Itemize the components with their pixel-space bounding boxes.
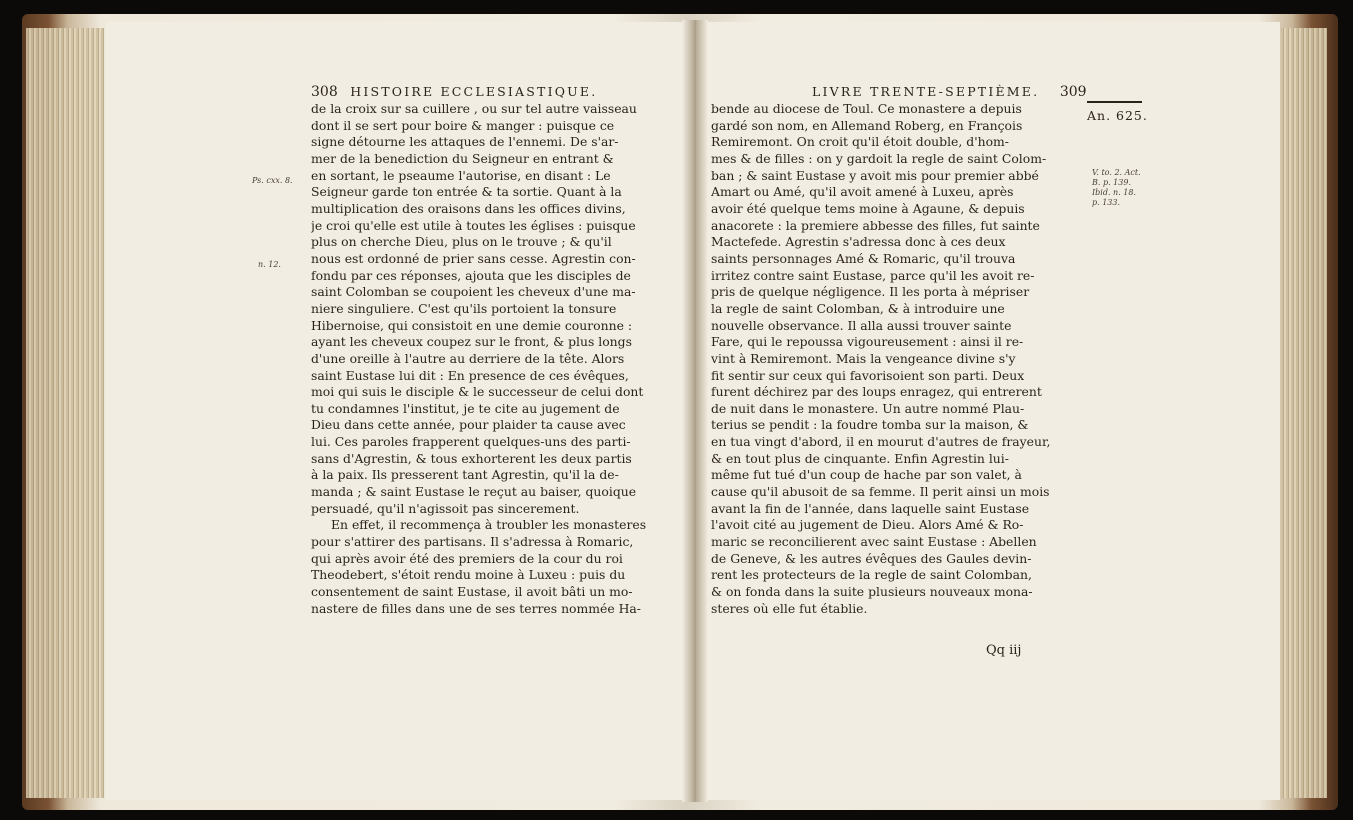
text-line: Mactefede. Agrestin s'adressa donc à ces deux <box>711 234 1006 250</box>
text-line: Fare, qui le repoussa vigoureusement : ainsi il re- <box>711 334 1024 350</box>
text-line: ban ; & saint Eustase y avoit mis pour premier abbé <box>711 167 1039 183</box>
right-page-edges <box>1281 28 1327 798</box>
text-line: multiplication des oraisons dans les offices divins, <box>311 200 626 216</box>
text-line: nastere de filles dans une de ses terres nommée Ha- <box>311 600 641 616</box>
text-line: maric se reconcilierent avec saint Eustase : Abellen <box>711 534 1037 550</box>
text-line: cause qu'il abusoit de sa femme. Il perit ainsi un mois <box>711 484 1050 500</box>
right-header-title: LIVRE TRENTE-SEPTIÈME. <box>812 84 1040 99</box>
text-line: fit sentir sur ceux qui favorisoient son parti. Deux <box>711 367 1025 383</box>
text-line: avant la fin de l'année, dans laquelle saint Eustase <box>711 500 1030 516</box>
right-body-text <box>711 101 1082 617</box>
text-line: anacorete : la premiere abbesse des filles, fut sainte <box>711 217 1040 233</box>
text-line: sans d'Agrestin, & tous exhorterent les deux partis <box>311 450 632 466</box>
signature-mark: Qq iij <box>986 643 1022 658</box>
text-line: Amart ou Amé, qu'il avoit amené à Luxeu, après <box>711 184 1014 200</box>
left-running-header <box>311 84 597 100</box>
text-line: & on fonda dans la suite plusieurs nouveaux mona- <box>711 584 1033 600</box>
text-line: la regle de saint Colomban, & à introduire une <box>711 300 1005 316</box>
text-line: Theodebert, s'étoit rendu moine à Luxeu : puis du <box>311 567 626 583</box>
text-line: pris de quelque négligence. Il les porta à mépriser <box>711 284 1030 300</box>
text-line: persuadé, qu'il n'agissoit pas sincerement. <box>311 500 580 516</box>
right-margin-note: B. p. 139. <box>1092 178 1131 187</box>
text-line: qui après avoir été des premiers de la cour du roi <box>311 550 623 566</box>
left-page-number: 308 <box>311 84 338 100</box>
text-line: Remiremont. On croit qu'il étoit double, d'hom- <box>711 134 1009 150</box>
text-line: rent les protecteurs de la regle de saint Colomban, <box>711 567 1032 583</box>
left-body-text <box>311 101 682 617</box>
left-page-edges <box>26 28 104 798</box>
text-line: je croi qu'elle est utile à toutes les églises : puisque <box>311 217 636 233</box>
text-line: dont il se sert pour boire & manger : puisque ce <box>311 117 615 133</box>
text-line: Seigneur garde ton entrée & ta sortie. Quant à la <box>311 184 622 200</box>
text-line: Hibernoise, qui consistoit en une demie couronne : <box>311 317 633 333</box>
left-header-title: HISTOIRE ECCLESIASTIQUE. <box>350 84 598 99</box>
text-line: vint à Remiremont. Mais la vengeance divine s'y <box>711 350 1016 366</box>
right-page-number: 309 <box>1059 84 1087 100</box>
year-marker: An. 625. <box>1087 108 1148 123</box>
text-line: avoir été quelque tems moine à Agaune, & depuis <box>711 200 1025 216</box>
text-line: Dieu dans cette année, pour plaider ta cause avec <box>311 417 626 433</box>
text-line: En effet, il recommença à troubler les monasteres <box>331 517 647 533</box>
text-line: mes & de filles : on y gardoit la regle de saint Colom- <box>711 150 1047 166</box>
text-line: steres où elle fut établie. <box>711 600 868 616</box>
text-line: même fut tué d'un coup de hache par son valet, à <box>711 467 1022 483</box>
book-gutter <box>682 20 708 802</box>
text-line: terius se pendit : la foudre tomba sur la maison, & <box>711 417 1029 433</box>
text-line: à la paix. Ils presserent tant Agrestin, qu'il la de- <box>311 467 619 483</box>
left-margin-note: n. 12. <box>258 260 281 269</box>
text-line: niere singuliere. C'est qu'ils portoient la tonsure <box>311 300 617 316</box>
right-running-header <box>812 84 1087 100</box>
text-line: de Geneve, & les autres évêques des Gaules devin- <box>711 550 1032 566</box>
margin-rule <box>1087 101 1142 103</box>
text-line: bende au diocese de Toul. Ce monastere a depuis <box>711 101 1022 116</box>
text-line: saints personnages Amé & Romaric, qu'il trouva <box>711 250 1016 266</box>
text-line: l'avoit cité au jugement de Dieu. Alors Amé & Ro- <box>711 517 1024 533</box>
text-line: gardé son nom, en Allemand Roberg, en François <box>711 117 1023 133</box>
text-line: moi qui suis le disciple & le successeur de celui dont <box>311 384 644 400</box>
text-line: nouvelle observance. Il alla aussi trouver sainte <box>711 317 1012 333</box>
text-line: ayant les cheveux coupez sur le front, & plus longs <box>311 334 632 350</box>
text-line: plus on cherche Dieu, plus on le trouve ; & qu'il <box>311 234 612 250</box>
text-line: lui. Ces paroles frapperent quelques-uns des parti- <box>311 434 631 450</box>
text-line: irritez contre saint Eustase, parce qu'il les avoit re- <box>711 267 1035 283</box>
text-line: mer de la benediction du Seigneur en entrant & <box>311 150 614 166</box>
text-line: pour s'attirer des partisans. Il s'adressa à Romaric, <box>311 534 634 550</box>
text-line: fondu par ces réponses, ajouta que les disciples de <box>311 267 631 283</box>
right-margin-note: p. 133. <box>1092 198 1121 207</box>
left-margin-note: Ps. cxx. 8. <box>252 176 293 185</box>
text-line: manda ; & saint Eustase le reçut au baiser, quoique <box>311 484 637 500</box>
text-line: saint Colomban se coupoient les cheveux d'une ma- <box>311 284 636 300</box>
text-line: de la croix sur sa cuillere , ou sur tel autre vaisseau <box>311 101 637 116</box>
text-line: de nuit dans le monastere. Un autre nommé Plau- <box>711 400 1025 416</box>
text-line: tu condamnes l'institut, je te cite au jugement de <box>311 400 620 416</box>
text-line: signe détourne les attaques de l'ennemi. De s'ar- <box>311 134 619 150</box>
text-line: en sortant, le pseaume l'autorise, en disant : Le <box>311 167 611 183</box>
text-line: en tua vingt d'abord, il en mourut d'autres de frayeur, <box>711 434 1051 450</box>
text-line: d'une oreille à l'autre au derriere de la tête. Alors <box>311 350 625 366</box>
text-line: saint Eustase lui dit : En presence de ces évêques, <box>311 367 629 383</box>
right-margin-note: Ibid. n. 18. <box>1092 188 1137 197</box>
right-margin-note: V. to. 2. Act. <box>1092 168 1141 177</box>
text-line: consentement de saint Eustase, il avoit bâti un mo- <box>311 584 633 600</box>
text-line: & en tout plus de cinquante. Enfin Agrestin lui- <box>711 450 1009 466</box>
text-line: nous est ordonné de prier sans cesse. Agrestin con- <box>311 250 636 266</box>
text-line: furent déchirez par des loups enragez, qui entrerent <box>711 384 1042 400</box>
